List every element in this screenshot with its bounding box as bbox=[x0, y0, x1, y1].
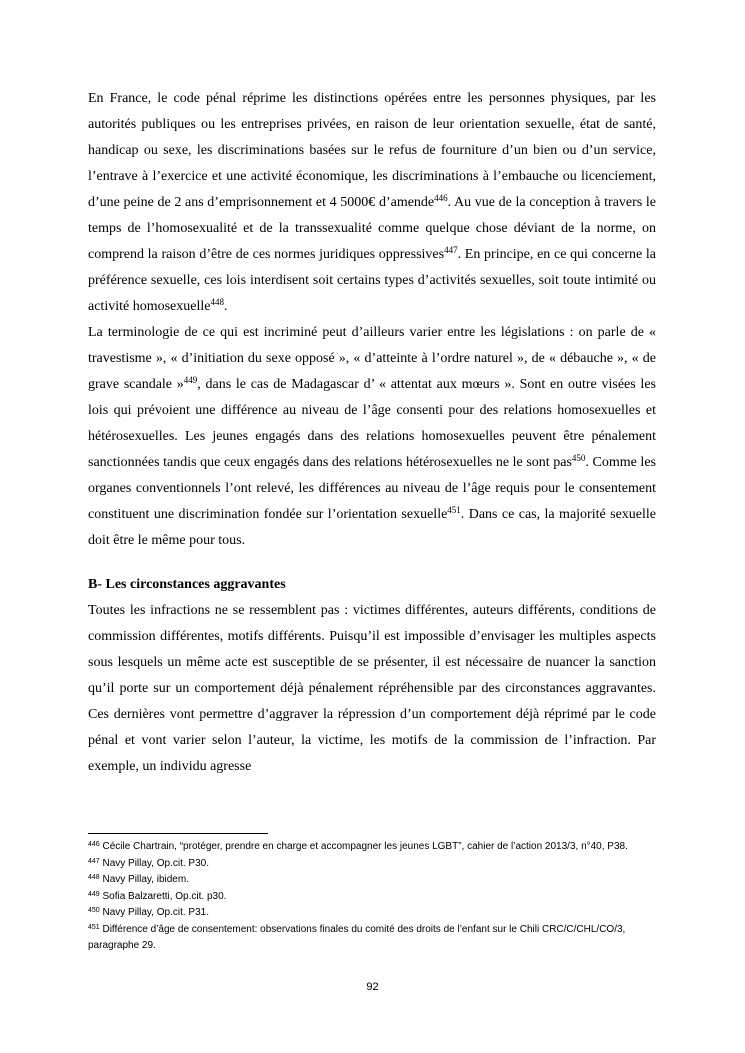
footnotes bbox=[88, 839, 668, 955]
footnote bbox=[88, 872, 668, 889]
footnote-reference: 447 bbox=[444, 245, 458, 255]
paragraph-2 bbox=[88, 320, 656, 554]
footnote-text: Différence d’âge de consentement: observations finales du comité des droits de l’enfant sur le Chili CRC/C/CHL/CO/3, paragraphe 29. bbox=[88, 923, 626, 951]
footnote bbox=[88, 905, 668, 922]
footnote-number: 446 bbox=[88, 841, 100, 848]
section-paragraph: Toutes les infractions ne se ressemblent pas : victimes différentes, auteurs différents, conditions de commission différentes, motifs différents. Puisqu’il est impossible d’envisager les multiples aspects sous lesquels un même acte est susceptible de se présenter, il est nécessaire de nuancer la sanction qu’il porte sur un comportement déjà pénalement répréhensible par des circonstances aggravantes. Ces dernières vont permettre d’aggraver la répression d’un comportement déjà réprimé par le code pénal et vont varier selon l’auteur, la victime, les motifs de la commission de l’infraction. Par exemple, un individu agresse bbox=[88, 603, 656, 774]
footnote-number: 451 bbox=[88, 923, 100, 931]
footnote-reference: 449 bbox=[183, 375, 198, 385]
footnote-number: 449 bbox=[88, 890, 100, 898]
section-heading: B- Les circonstances aggravantes bbox=[88, 577, 286, 592]
footnote-text: Cécile Chartrain, “protéger, prendre en charge et accompagner les jeunes LGBT”, cahier de l’action 2013/3, n°40, P38. bbox=[99, 841, 628, 852]
text-segment: . Dans ce cas, la majorité sexuelle doit être le même pour tous. bbox=[88, 507, 656, 548]
text-segment: En France, le code pénal réprime les distinctions opérées entre les personnes physiques, par les autorités publiques ou les entreprises privées, en raison de leur orientation sexuelle, état de santé, handicap ou sexe, les discriminations basées sur le refus de fourniture d’un bien ou d’un service, l’entrave à l’exercice et une activité économique, les discriminations à l’embauche ou licenciement, d’une peine de 2 ans d’emprisonnement et 4 5000€ d’amende bbox=[88, 91, 656, 210]
text-segment: . bbox=[223, 299, 228, 314]
paragraph-1 bbox=[88, 86, 656, 320]
footnote-text: Sofia Balzaretti, Op.cit. p30. bbox=[99, 890, 227, 902]
footnote-reference: 451 bbox=[447, 505, 461, 515]
footnote-number: 450 bbox=[88, 907, 100, 914]
footnote-number: 448 bbox=[88, 874, 100, 881]
text-segment: . Au vue de la conception à travers le temps de l’homosexualité et de la transsexualité comme quelque chose déviant de la norme, on comprend la raison d’être de ces normes juridiques oppressives bbox=[88, 195, 656, 262]
text-segment: , dans le cas de Madagascar d’ « attentat aux mœurs ». Sont en outre visées les lois qui prévoient une différence au niveau de l’âge consenti pour des relations homosexuelles et hétérosexuelles. Les jeunes engagés dans des relations homosexuelles peuvent être pénalement sanctionnées tandis que ceux engagés dans des relations hétérosexuelles ne le sont pas bbox=[88, 377, 656, 470]
footnote-separator bbox=[88, 833, 268, 834]
section-gap bbox=[88, 554, 656, 572]
text-segment: . En principe, en ce qui concerne la préférence sexuelle, ces lois interdisent soit certains types d’activités sexuelles, soit toute intimité ou activité homosexuelle bbox=[88, 247, 657, 314]
page-number: 92 bbox=[366, 981, 379, 993]
footnote bbox=[88, 922, 668, 955]
footnote-text: Navy Pillay, ibidem. bbox=[99, 874, 189, 885]
footnote-reference: 450 bbox=[571, 453, 586, 463]
text-segment: La terminologie de ce qui est incriminé peut d’ailleurs varier entre les législations : on parle de « travestisme », « d’initiation du sexe opposé », « d’atteinte à l’ordre naturel », de « débauche », « de grave scandale » bbox=[88, 325, 656, 392]
footnote bbox=[88, 839, 668, 856]
footnote-reference: 446 bbox=[434, 193, 448, 203]
footnote bbox=[88, 889, 668, 906]
footnote-reference: 448 bbox=[210, 297, 224, 307]
footnote bbox=[88, 856, 668, 873]
text-segment: . Comme les organes conventionnels l’ont relevé, les différences au niveau de l’âge requis pour le consentement constituent une discrimination fondée sur l’orientation sexuelle bbox=[88, 455, 656, 522]
footnote-text: Navy Pillay, Op.cit. P30. bbox=[99, 857, 209, 869]
body-text bbox=[88, 86, 656, 780]
footnote-number: 447 bbox=[88, 857, 100, 865]
footnote-text: Navy Pillay, Op.cit. P31. bbox=[99, 907, 209, 918]
